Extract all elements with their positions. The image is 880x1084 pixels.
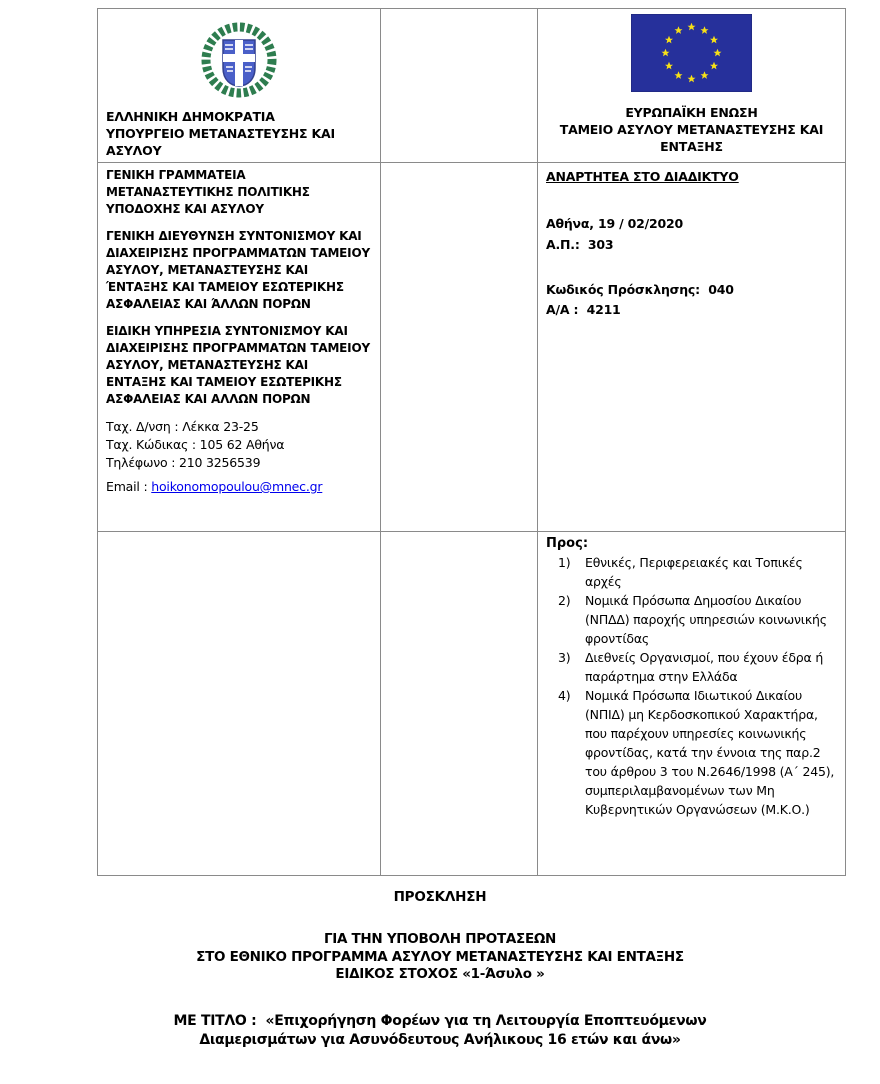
recipient-item-text: Διεθνείς Οργανισμοί, που έχουν έδρα ή παράρτημα στην Ελλάδα (585, 650, 824, 684)
recipient-item-text: Εθνικές, Περιφερειακές και Τοπικές αρχές (585, 555, 803, 589)
web-posting-label: ΑΝΑΡΤΗΤΕΑ ΣΤΟ ΔΙΑΔΙΚΤΥΟ (546, 169, 739, 184)
greek-coat-of-arms-icon (197, 17, 281, 105)
spacer-cell-top (381, 9, 538, 163)
recipient-item (558, 686, 837, 819)
recipient-item-number: 4) (558, 688, 571, 703)
protocol-number: Α.Π.: 303 (546, 237, 614, 252)
invitation-heading: ΠΡΟΣΚΛΗΣΗ (393, 889, 487, 905)
invitation-subheading (0, 931, 880, 984)
spacer-cell-middle (381, 163, 538, 532)
address-line: Ταχ. Δ/νση : Λέκκα 23-25 (106, 419, 259, 434)
directorate-label: ΓΕΝΙΚΗ ΔΙΕΥΘΥΝΣΗ ΣΥΝΤΟΝΙΣΜΟΥ ΚΑΙ ΔΙΑΧΕΙΡΙΣΗΣ ΠΡΟΓΡΑΜΜΑΤΩΝ ΤΑΜΕΙΟΥ ΑΣΥΛΟΥ, ΜΕΤΑΝΑΣΤΕΥΣΗΣ ΚΑΙ ΈΝΤΑΞΗΣ ΚΑΙ ΤΑΜΕΙΟΥ ΕΣΩΤΕΡΙΚΗΣ ΑΣΦΑΛΕΙΑΣ ΚΑΙ ΆΛΛΩΝ ΠΟΡΩΝ (106, 229, 370, 311)
recipient-item (558, 553, 837, 591)
special-service-label: ΕΙΔΙΚΗ ΥΠΗΡΕΣΙΑ ΣΥΝΤΟΝΙΣΜΟΥ ΚΑΙ ΔΙΑΧΕΙΡΙΣΗΣ ΠΡΟΓΡΑΜΜΑΤΩΝ ΤΑΜΕΙΟΥ ΑΣΥΛΟΥ, ΜΕΤΑΝΑΣΤΕΥΣΗΣ ΚΑΙ ΕΝΤΑΞΗΣ ΚΑΙ ΤΑΜΕΙΟΥ ΕΣΩΤΕΡΙΚΗΣ ΑΣΦΑΛΕΙΑΣ ΚΑΙ ΑΛΛΩΝ ΠΟΡΩΝ (106, 324, 370, 406)
empty-cell-bottom-left (98, 532, 381, 876)
invitation-section (0, 889, 880, 1050)
recipient-item-number: 1) (558, 555, 571, 570)
eu-union-label: ΕΥΡΩΠΑΪΚΗ ΕΝΩΣΗ (625, 105, 758, 120)
greek-authority-cell (98, 9, 381, 163)
invitation-title-line-1: ΜΕ ΤΙΤΛΟ : «Επιχορήγηση Φορέων για τη Λειτουργία Εποπτευόμενων (173, 1012, 707, 1029)
protocol-meta-cell (538, 163, 846, 532)
recipients-list (558, 553, 837, 819)
date-line: Αθήνα, 19 / 02/2020 (546, 216, 683, 231)
recipient-item (558, 591, 837, 648)
ministry-label: ΥΠΟΥΡΓΕΙΟ ΜΕΤΑΝΑΣΤΕΥΣΗΣ ΚΑΙ ΑΣΥΛΟΥ (106, 126, 335, 158)
eu-flag-icon (631, 14, 752, 96)
email-line (106, 478, 372, 496)
header-table (97, 8, 846, 876)
invitation-sub-line-2: ΣΤΟ ΕΘΝΙΚΟ ΠΡΟΓΡΑΜΜΑ ΑΣΥΛΟΥ ΜΕΤΑΝΑΣΤΕΥΣΗΣ ΚΑΙ ΕΝΤΑΞΗΣ (196, 948, 684, 965)
recipient-item (558, 648, 837, 686)
call-code: Κωδικός Πρόσκλησης: 040 (546, 282, 734, 297)
invitation-sub-line-1: ΓΙΑ ΤΗΝ ΥΠΟΒΟΛΗ ΠΡΟΤΑΣΕΩΝ (323, 931, 557, 947)
phone-line: Τηλέφωνο : 210 3256539 (106, 455, 261, 470)
invitation-sub-line-3: ΕΙΔΙΚΟΣ ΣΤΟΧΟΣ «1-Άσυλο » (335, 966, 545, 982)
hellenic-republic-label: ΕΛΛΗΝΙΚΗ ΔΗΜΟΚΡΑΤΙΑ (106, 109, 275, 124)
recipient-item-number: 2) (558, 593, 571, 608)
invitation-title-line-2: Διαμερισμάτων για Ασυνόδευτους Ανήλικους 16 ετών και άνω» (199, 1031, 681, 1048)
eu-cell (538, 9, 846, 163)
serial-number: Α/Α : 4211 (546, 302, 621, 317)
spacer-cell-bottom (381, 532, 538, 876)
recipients-cell (538, 532, 846, 876)
invitation-title (0, 1012, 880, 1050)
postal-code-line: Ταχ. Κώδικας : 105 62 Αθήνα (106, 437, 285, 452)
recipients-label: Προς: (546, 536, 589, 551)
email-link[interactable]: hoikonomopoulou@mnec.gr (151, 479, 323, 494)
recipient-item-number: 3) (558, 650, 571, 665)
eu-fund-label: ΤΑΜΕΙΟ ΑΣΥΛΟΥ ΜΕΤΑΝΑΣΤΕΥΣΗΣ ΚΑΙ ΕΝΤΑΞΗΣ (559, 122, 824, 154)
secretariat-label: ΓΕΝΙΚΗ ΓΡΑΜΜΑΤΕΙΑ ΜΕΤΑΝΑΣΤΕΥΤΙΚΗΣ ΠΟΛΙΤΙΚΗΣ ΥΠΟΔΟΧΗΣ ΚΑΙ ΑΣΥΛΟΥ (106, 168, 310, 216)
email-label: Email : (106, 479, 148, 494)
recipient-item-text: Νομικά Πρόσωπα Ιδιωτικού Δικαίου (ΝΠΙΔ) μη Κερδοσκοπικού Χαρακτήρα, που παρέχουν υπηρεσίες κοινωνικής φροντίδας, κατά την έννοια της παρ.2 του άρθρου 3 του Ν.2646/1998 (Α΄ 245), συμπεριλαμβανομένων των Μη Κυβερνητικών Οργανώσεων (Μ.Κ.Ο.) (585, 688, 835, 817)
recipient-item-text: Νομικά Πρόσωπα Δημοσίου Δικαίου (ΝΠΔΔ) παροχής υπηρεσιών κοινωνικής φροντίδας (585, 593, 827, 646)
departments-cell (98, 163, 381, 532)
